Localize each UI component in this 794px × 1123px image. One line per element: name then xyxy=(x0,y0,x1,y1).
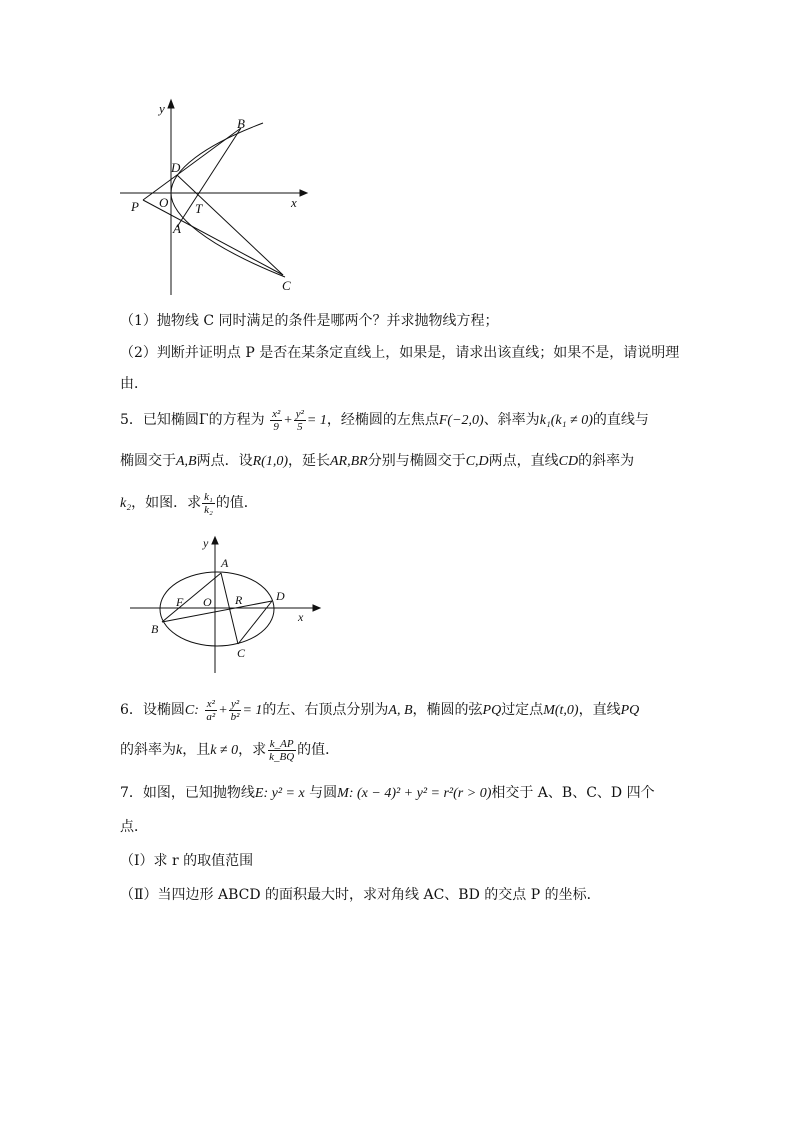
q5-line1 xyxy=(120,406,649,435)
q7-l1-c: 相交于 A、B、C、D 四个 xyxy=(491,785,655,801)
q7-part1: （Ⅰ）求 r 的取值范围 xyxy=(120,853,254,869)
q5-text-b: ，经椭圆的左焦点 xyxy=(326,412,439,428)
q4-part2-line2: 由． xyxy=(120,376,148,392)
q6-l1-e: ，直线 xyxy=(578,702,621,718)
q6-cond: k ≠ 0 xyxy=(210,743,239,758)
ellipse-figure xyxy=(125,533,325,678)
q5-frac-x xyxy=(270,408,282,433)
q4-part1: （1）抛物线 C 同时满足的条件是哪两个？并求抛物线方程； xyxy=(120,313,499,329)
q5-l3-a: ，如图．求 xyxy=(131,495,202,511)
label-y: y xyxy=(203,536,209,550)
q6-l2-b: ，且 xyxy=(182,742,211,758)
y-axis-arrow xyxy=(168,100,174,108)
label-T: T xyxy=(195,201,203,216)
q6-AB: A, B xyxy=(388,703,413,718)
q6-l1-b: 的左、右顶点分别为 xyxy=(262,702,389,718)
q6-k: k xyxy=(176,743,183,758)
q6-PQ: PQ xyxy=(482,703,502,718)
label-x: x xyxy=(291,195,297,210)
label-B: B xyxy=(151,622,159,636)
parabola-figure xyxy=(115,95,315,300)
q6-line2 xyxy=(120,735,339,766)
q5-intro: 5．已知椭圆Γ的方程为 xyxy=(120,412,265,428)
q6-line1 xyxy=(120,695,639,726)
q5-focus: F(−2,0) xyxy=(438,413,484,428)
q6-ratio-den: k_BQ xyxy=(269,750,295,763)
q6-plus: + xyxy=(218,703,228,718)
line-DC xyxy=(238,601,272,644)
label-D: D xyxy=(276,589,285,603)
q6-l2-a: 的斜率为 xyxy=(120,742,176,758)
line-BA xyxy=(162,573,221,622)
q7-M: M: (x − 4)² + y² = r²(r > 0) xyxy=(337,786,492,801)
q5-ratio-num: k₁ xyxy=(204,490,213,503)
q6-l1-c: ，椭圆的弦 xyxy=(412,702,483,718)
line-DC xyxy=(177,175,283,275)
label-A: A xyxy=(221,556,229,570)
q7-part2: （Ⅱ）当四边形 ABCD 的面积最大时，求对角线 AC、BD 的交点 P 的坐标． xyxy=(120,887,601,903)
q6-C: C: xyxy=(184,703,199,718)
q5-l2-b: 两点．设 xyxy=(196,453,253,469)
q5-plus: + xyxy=(283,413,293,428)
q6-rhs: = 1 xyxy=(242,703,263,718)
y-axis-arrow xyxy=(212,537,218,544)
q5-rhs: = 1 xyxy=(306,413,327,428)
label-A: A xyxy=(173,221,181,236)
q6-frac-y-num: y² xyxy=(230,697,240,710)
q6-l1-d: 过定点 xyxy=(501,702,544,718)
label-y: y xyxy=(159,101,165,116)
q5-l2-CD: C,D xyxy=(465,454,489,469)
q6-l1-a: 6．设椭圆 xyxy=(120,702,185,718)
label-C: C xyxy=(282,278,291,293)
q6-frac-x-den: a² xyxy=(206,710,216,723)
q5-l2-a: 椭圆交于 xyxy=(120,453,176,469)
label-R: R xyxy=(235,593,243,607)
q6-ratio xyxy=(267,738,296,763)
q5-l2-c: ，延长 xyxy=(288,453,330,469)
q5-frac-y xyxy=(294,408,306,433)
label-O: O xyxy=(159,195,169,210)
q5-slope: k₁(k₁ ≠ 0) xyxy=(539,413,593,428)
q6-l2-d: 的值． xyxy=(297,742,340,758)
x-axis-arrow xyxy=(300,190,307,196)
q5-frac-x-den: 9 xyxy=(273,420,279,433)
q5-l2-d: 分别与椭圆交于 xyxy=(367,453,466,469)
q6-frac-y-den: b² xyxy=(230,710,240,723)
q5-k2: k₂ xyxy=(120,496,132,511)
label-B: B xyxy=(237,116,245,131)
line-AB xyxy=(177,128,241,227)
q6-frac-x xyxy=(204,698,217,723)
q5-l2-e: 两点，直线 xyxy=(488,453,559,469)
q5-text-d: 的直线与 xyxy=(592,412,649,428)
q5-line3 xyxy=(120,488,258,519)
q5-l2-R: R(1,0) xyxy=(252,454,288,469)
x-axis-arrow xyxy=(313,605,320,611)
label-O: O xyxy=(203,595,212,609)
q7-l1-a: 7．如图，已知抛物线 xyxy=(120,785,255,801)
q6-l2-c: ，求 xyxy=(238,742,267,758)
q6-frac-x-num: x² xyxy=(206,697,215,710)
q7-E: E: y² = x xyxy=(254,786,305,801)
label-F: F xyxy=(176,595,184,609)
parabola-curve xyxy=(171,123,285,277)
q7-line2: 点． xyxy=(120,819,148,835)
label-C: C xyxy=(237,646,246,660)
q5-ratio xyxy=(202,491,215,516)
q5-l2-CDline: CD xyxy=(558,454,579,469)
q4-part2-line1: （2）判断并证明点 P 是否在某条定直线上，如果是，请求出该直线；如果不是，请说明理 xyxy=(120,345,680,361)
label-D: D xyxy=(171,160,181,175)
q5-frac-x-num: x² xyxy=(272,407,281,420)
q6-frac-y xyxy=(229,698,242,723)
q7-l1-b: 与圆 xyxy=(309,785,338,801)
q5-frac-y-num: y² xyxy=(295,407,304,420)
q7-line1 xyxy=(120,783,655,804)
label-x: x xyxy=(298,610,304,624)
q6-ratio-num: k_AP xyxy=(269,737,294,750)
q6-PQ2: PQ xyxy=(620,703,640,718)
q6-M: M(t,0) xyxy=(543,703,579,718)
q5-l2-ARBR: AR,BR xyxy=(330,454,368,469)
q5-frac-y-den: 5 xyxy=(297,420,303,433)
q5-text-c: 、斜率为 xyxy=(483,412,540,428)
q5-l2-f: 的斜率为 xyxy=(578,453,635,469)
q5-l2-AB: A,B xyxy=(176,454,197,469)
q5-line2 xyxy=(120,451,634,472)
q5-l3-b: 的值． xyxy=(215,495,258,511)
q5-ratio-den: k₂ xyxy=(204,503,213,516)
label-P: P xyxy=(131,199,139,214)
line-PC xyxy=(143,200,283,275)
